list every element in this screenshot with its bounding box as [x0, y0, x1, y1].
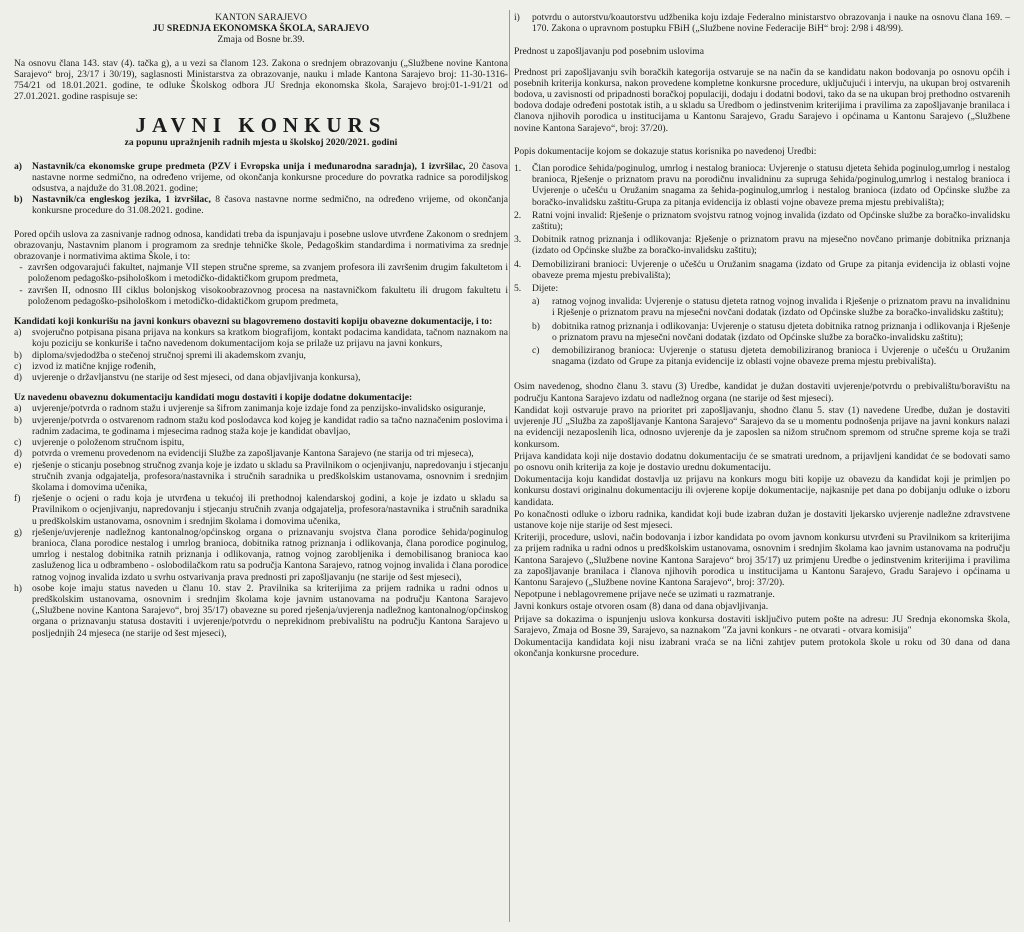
item-text: rješenje/uvjerenje nadležnog kantonalnog/općinskog organa o priznavanju svojstva člana porodice šehida/poginulog branioca, člana porodice nestalog i umrlog branioca, dobitnika ratnog priznanja i odlikovanja, člana porodice poginulog, umrlog i nestalog dobitnika ratnih priznanja i odlikovanja, ratnog vojnog zarobljenika i demobilisanog branioca kao zasluženog lica u odbrambeno - oslobodilačkom ratu sa područja Kantona Sarajevo, ratnog vojnog invalida i člana porodice ratnog vojnog invalida izdato u svrhu ostvarivanja prava prednosti pri zapošljavanju (ne starije od šest mjeseci), — [32, 526, 508, 583]
condition-text: završen odgovarajući fakultet, najmanje VII stepen stručne spreme, sa zvanjem profesora ili završenim drugim fakultetom i položenom pedagoško-psihološkom i metodičko-didaktičkom grupom predmeta, — [28, 262, 508, 285]
item-marker: 3. — [514, 234, 522, 246]
right-column — [514, 12, 1010, 660]
item-marker: g) — [14, 526, 22, 538]
condition-item: - završen II, odnosno III ciklus bolonjskog visokoobrazovnog procesa na nastavničkom fakultetu ili drugom fakultetu i položenom pedagoško-psihološkom i metodičko-didaktičkom grupom predmeta, — [19, 284, 508, 307]
item-marker: h) — [14, 582, 22, 594]
condition-text: završen II, odnosno III ciklus bolonjskog visokoobrazovnog procesa na nastavničkom fakultetu ili drugom fakultetu i položenom pedagoško-psihološkom i metodičko-didaktičkom grupom predmeta, — [28, 284, 508, 307]
condition-item: - završen odgovarajući fakultet, najmanje VII stepen stručne spreme, sa zvanjem profesora ili završenim drugim fakultetom i položenom pedagoško-psihološkom i metodičko-didaktičkom grupom predmeta, — [19, 262, 508, 285]
position-text: 20 časova nastavne norme sedmično, na određeno vrijeme, od okončanja konkursne procedure do povratka radnice sa porodiljskog odsustva, a najduže do 31.08.2021. godine; — [32, 160, 508, 195]
final-paragraph: Prijava kandidata koji nije dostavio dodatnu dokumentaciju će se smatrati urednom, a prijavljeni kandidat će se bodovati samo po osnovu onih kriterija za koje je dostavio urednu dokumentaciju. — [514, 450, 1010, 473]
item-text: dobitnika ratnog priznanja i odlikovanja: Uvjerenje o statusu djeteta dobitnika ratnog priznanja i odlikovanja i Rješenje o priznatom pravu na mjesečni novčani dodatak (izdato od Općinske službe za boračko-invalidsku zaštitu); — [552, 320, 1010, 343]
item-marker: i) — [514, 12, 520, 23]
priority-title: Prednost u zapošljavanju pod posebnim uslovima — [514, 46, 704, 58]
item-text: uvjerenje/potvrda o radnom stažu i uvjerenje sa šifrom zanimanja koje izdaje fond za penzijsko-invalidsko osiguranje, — [32, 403, 486, 415]
priority-text: Prednost pri zapošljavanju svih boračkih kategorija ostvaruje se na način da se kandidatu nakon bodovanja po osnovu općih i posebnih kriterija konkursa, nakon provedene kompletne konkursne procedure, uključujući i intervju, na ukupan broj ostvarenih bodova, u zavisnosti od pripadnosti boračkoj populaciji, dodaju i dodatni bodovi, tako da se na ukupan broj prethodno ostvarenih bodova dodaje određeni postotak istih, a u skladu sa Uredbom o jedinstvenim kriterijima i pravilima za zapošljavanje branilaca i članova njihovih porodica u institucijama u Kantonu Sarajevo, Gradu Sarajevo i općinama u Kantonu Sarajevo („Službene novine Kantona Sarajevo“, broj: 37/20). — [514, 66, 1010, 134]
item-text: uvjerenje o državljanstvu (ne starije od šest mjeseci, od dana objavljivanja konkursa), — [32, 372, 361, 384]
header-address: Zmaja od Bosne br.39. — [217, 34, 305, 46]
item-text: osobe koje imaju status naveden u članu 10. stav 2. Pravilnika sa kriterijima za prijem radnika u radni odnos u predškolskim ustanovama, osnovnim i srednjim školama koje javnim ustanovama na području Kantona Sarajevo („Službene novine Kantona Sarajevo“, broj 35/17) obavezne su pored rješenja/uvjerenja nadležnog kantonalnog/općinskog organa o priznavanju statusa dostaviti i uvjerenje/potvrdu o neprekidnom prebivalištu na području Kantona Sarajevo u posljednjih 24 mjeseca (ne starije od šest mjeseci), — [32, 582, 508, 639]
status-docs-title: Popis dokumentacije kojom se dokazuje status korisnika po navedenoj Uredbi: — [514, 145, 817, 157]
item-marker: d) — [14, 372, 22, 384]
status-doc-item — [514, 163, 1010, 208]
status-doc-item — [514, 259, 1010, 281]
mandatory-doc-item — [14, 361, 508, 372]
item-marker: c) — [532, 345, 540, 357]
item-text: izvod iz matične knjige rođenih, — [32, 360, 156, 372]
conditions-intro: Pored općih uslova za zasnivanje radnog odnosa, kandidati treba da ispunjavaju i posebne uslove utvrđene Zakonom o srednjem obrazovanju, Nastavnim planom i programom za srednje tehničke škole, Pedagoškim standardima i normativima za srednje obrazovanje i normativima aktima Škole, i to: — [14, 228, 508, 263]
additional-doc-item — [14, 415, 508, 437]
final-paragraph: Javni konkurs ostaje otvoren osam (8) dana od dana objavljivanja. — [514, 601, 769, 613]
item-text: Ratni vojni invalid: Rješenje o priznatom svojstvu ratnog vojnog invalida (izdato od Općinske službe za boračko-invalidsku zaštitu); — [532, 209, 1010, 233]
item-marker: f) — [14, 493, 21, 505]
item-marker: 1. — [514, 163, 522, 175]
item-marker: a) — [14, 327, 22, 339]
position-marker: b) — [14, 194, 23, 206]
mandatory-doc-item — [14, 350, 508, 361]
additional-doc-item — [14, 403, 508, 414]
item-marker: b) — [14, 414, 22, 426]
document-title: JAVNI KONKURS — [135, 113, 387, 138]
children-docs-list — [514, 296, 1010, 367]
additional-doc-item — [514, 12, 1010, 34]
additional-doc-item — [14, 493, 508, 527]
additional-doc-item — [14, 460, 508, 494]
document-subtitle: za popunu upražnjenih radnih mjesta u školskoj 2020/2021. godini — [124, 137, 398, 149]
additional-doc-item — [14, 448, 508, 459]
position-item — [14, 161, 508, 195]
item-text: rješenje o ocjeni o radu koja je utvrđena u tekućoj ili prethodnoj kalendarskoj godini, a koje je izdato u skladu sa Pravilnikom o ocjenjivanju, napredovanju i stjecanju stručnih zvanja odgajatelja, profesora/nastavnika i stručnih saradnika u predškolskim ustanovama, osnovnim i srednjim školama i domovima učenika, — [32, 493, 508, 527]
status-doc-item — [514, 210, 1010, 232]
status-doc-item — [514, 234, 1010, 256]
final-paragraph: Osim navedenog, shodno članu 3. stavu (3) Uredbe, kandidat je dužan dostaviti uvjerenje/potvrdu o prebivalištu/boravištu na području Kantona Sarajevo izdatu od nadležnog organa (ne starije od šest mjeseci). — [514, 381, 1010, 404]
item-text: Dijete: — [532, 283, 559, 295]
item-text: ratnog vojnog invalida: Uvjerenje o statusu djeteta ratnog vojnog invalida i Rješenje o priznatom pravu na invalidninu i Rješenje o priznatom pravu na mjesečni novčani dodatak (izdato od Općinske službe za boračko-invalidsku zaštitu); — [552, 296, 1010, 319]
additional-docs-header: Uz navedenu obaveznu dokumentaciju kandidati mogu dostaviti i kopije dodatne dokumentacije: — [14, 392, 413, 404]
item-text: rješenje o sticanju posebnog stručnog zvanja koje je izdato u skladu sa Pravilnikom o ocjenjivanju, napredovanju i stjecanju stručnih zvanja odgajatelja, profesora/nastavnika i stručnih saradnika u predškolskim ustanovama, osnovnim i srednjim školama i domovima učenika, — [32, 459, 508, 493]
final-paragraph: Prijave sa dokazima o ispunjenju uslova konkursa dostaviti isključivo putem pošte na adresu: JU Srednja ekonomska škola, Sarajevo, Zmaja od Bosne 39, Sarajevo, sa naznakom "Za javni konkurs - ne otvarati - otvara komisija" — [514, 613, 1010, 636]
additional-doc-item — [14, 583, 508, 639]
final-paragraph: Kandidat koji ostvaruje pravo na prioritet pri zapošljavanju, shodno članu 5. stav (1) navedene Uredbe, dužan je dostaviti uvjerenje JU „Služba za zapošljavanje Kantona Sarajevo“ Sarajevo da se u momentu podnošenja prijave na javni konkurs nalazi na evidenciji nezaposlenih lica, odnosno uvjerenje da je zaposlen sa nižom stručnom spremom od stručne spreme koja se traži konkursom. — [514, 404, 1010, 450]
mandatory-docs-header: Kandidati koji konkurišu na javni konkurs obavezni su blagovremeno dostaviti kopiju obavezne dokumentacije, i to: — [14, 316, 493, 328]
item-marker: c) — [14, 360, 22, 372]
column-divider — [509, 10, 510, 922]
left-column — [14, 12, 508, 639]
child-doc-item — [532, 321, 1010, 343]
item-text: potvrda o vremenu provedenom na evidenciji Službe za zapošljavanje Kantona Sarajevo (ne starija od tri mjeseca), — [32, 448, 474, 460]
final-paragraph: Dokumentacija kandidata koji nisu izabrani vraća se na lični zahtjev putem protokola škole u roku od 30 dana od dana okončanja konkursne procedure. — [514, 636, 1010, 660]
positions-list — [14, 161, 508, 217]
item-marker: d) — [14, 448, 22, 460]
item-text: potvrdu o autorstvu/koautorstvu udžbenika koju izdaje Federalno ministarstvo obrazovanja i nauke na osnovu člana 169. – 170. Zakona o upravnom postupku FBiH („Službene novine Federacije BiH“ broj: 2/98 i 48/99). — [532, 12, 1010, 35]
intro-paragraph: Na osnovu člana 143. stav (4). tačka g), a u vezi sa članom 123. Zakona o srednjem obrazovanju („Službene novine Kantona Sarajevo“ broj, 23/17 i 30/19), saglasnosti Ministarstva za obrazovanje, nauku i mlade Kantona Sarajevo broj: 11-30-1316-754/21 od 18.01.2021. godine, te odluke Školskog odbora JU Srednja ekonomska škola, Sarajevo broj:01-1-91/21 od 27.01.2021. godine raspisuje se: — [14, 57, 508, 103]
item-marker: b) — [532, 320, 540, 332]
item-text: Dobitnik ratnog priznanja i odlikovanja: Rješenje o priznatom pravu na mjesečno novčano primanje dobitnika priznanja (izdato od Općinske službe za boračko-invalidsku zaštitu); — [532, 234, 1010, 257]
final-paragraph: Dokumentacija koju kandidat dostavlja uz prijavu na konkurs mogu biti kopije uz obavezu da kandidat koji je primljen po konkursu dostavi originalnu dokumentaciju ili ovjerene kopije dokumentacije, najkasnije pet dana po dobijanju odluke o izboru kandidata. — [514, 474, 1010, 508]
item-marker: a) — [532, 296, 540, 308]
additional-doc-item — [14, 437, 508, 448]
position-item — [14, 194, 508, 216]
item-marker: 4. — [514, 258, 522, 270]
item-text: Demobilizirani branioci: Uvjerenje o učešću u Oružanim snagama (izdato od Grupe za pitanja evidencija iz oblasti vojne obaveze prema mjestu prebivališta); — [532, 258, 1010, 281]
mandatory-doc-item — [14, 327, 508, 349]
child-doc-item — [532, 345, 1010, 367]
position-title: Nastavnik/ca ekonomske grupe predmeta (PZV i Evropska unija i međunarodna saradnja), 1 izvršilac, — [32, 160, 466, 172]
item-marker: e) — [14, 459, 22, 471]
final-paragraph: Nepotpune i neblagovremene prijave neće se uzimati u razmatranje. — [514, 589, 775, 601]
item-text: demobiliziranog branioca: Uvjerenje o statusu djeteta demobiliziranog branioca i Uvjerenje o učešću u Oružanim snagama (izdato od Grupe za pitanja evidencije iz oblasti vojne obaveze prema mjestu prebivališta). — [552, 345, 1010, 368]
item-marker: b) — [14, 349, 22, 361]
item-marker: 2. — [514, 209, 522, 221]
final-paragraph: Po konačnosti odluke o izboru radnika, kandidat koji bude izabran dužan je dostaviti ljekarsko uvjerenje nadležne zdravstvene ustanove koje nije starije od šest mjeseci. — [514, 508, 1010, 531]
item-text: svojeručno potpisana pisana prijava na konkurs sa kratkom biografijom, kontakt podacima kandidata, tačnom naznakom na koju poziciju se konkuriše i tačno navedenom dokumentacijom koja se prilaže uz prijavu na javni konkurs, — [32, 327, 508, 350]
item-text: uvjerenje/potvrda o ostvarenom radnom stažu kod poslodavca kod kojeg je kandidat radio sa tačno naznačenim poslovima i radnim zadacima, te godinama i mjesecima radnog staža koje je kandidat obavljao, — [32, 414, 508, 437]
position-text: 8 časova nastavne norme sedmično, na određeno vrijeme, od okončanja konkursne procedure do 31.08.2021. godine. — [32, 194, 509, 217]
item-text: Član porodice šehida/poginulog, umrlog i nestalog branioca: Uvjerenje o statusu djeteta šehida poginulog,umrlog i nestalog branioca, Rješenje o priznatom pravu na porodičnu invalidninu za supruga šehida/poginulog,umrlog i nestalog branioca i Uvjerenje o učešću u Oružanim snagama za šehida-poginulog,umrlog i nestalog branioca (izdato od Općinske službe za boračko-invalidsku zaštitu-Grupa za pitanja evidencija iz oblasti vojne obaveze prema mjestu prebivališta); — [532, 163, 1010, 208]
mandatory-doc-item — [14, 372, 508, 383]
position-title: Nastavnik/ca engleskog jezika, 1 izvršilac, — [32, 194, 211, 206]
header-school: JU SREDNJA EKONOMSKA ŠKOLA, SARAJEVO — [152, 23, 370, 35]
item-marker: a) — [14, 403, 22, 415]
item-text: uvjerenje o položenom stručnom ispitu, — [32, 437, 185, 449]
final-paragraph: Kriteriji, procedure, uslovi, način bodovanja i izbor kandidata po ovom javnom konkursu utvrđeni su Pravilnikom sa kriterijima za prijem radnika u radni odnos u predškolskim ustanovama, osnovnim i srednjim školama kao javnim ustanovama na području Kantona Sarajevo („Službene novine Kantona Sarajevo“ broj 35/17) uz primjenu Uredbe o jedinstvenim kriterijima i pravilima za zapošljavanje branilaca i članova njihovih porodica u institucijama u Kantonu Sarajevo, Gradu Sarajevo i općinama u Kantonu Sarajevo („Službene novine Kantona Sarajevo“, broj: 37/20). — [514, 532, 1010, 588]
child-doc-item — [532, 296, 1010, 318]
item-text: diploma/svjedodžba o stečenoj stručnoj spremi ili akademskom zvanju, — [32, 349, 306, 361]
status-doc-item — [514, 283, 1010, 294]
item-marker: 5. — [514, 283, 522, 295]
position-marker: a) — [14, 160, 22, 172]
item-marker: c) — [14, 437, 22, 449]
additional-doc-item — [14, 527, 508, 583]
header-canton: KANTON SARAJEVO — [215, 12, 307, 23]
